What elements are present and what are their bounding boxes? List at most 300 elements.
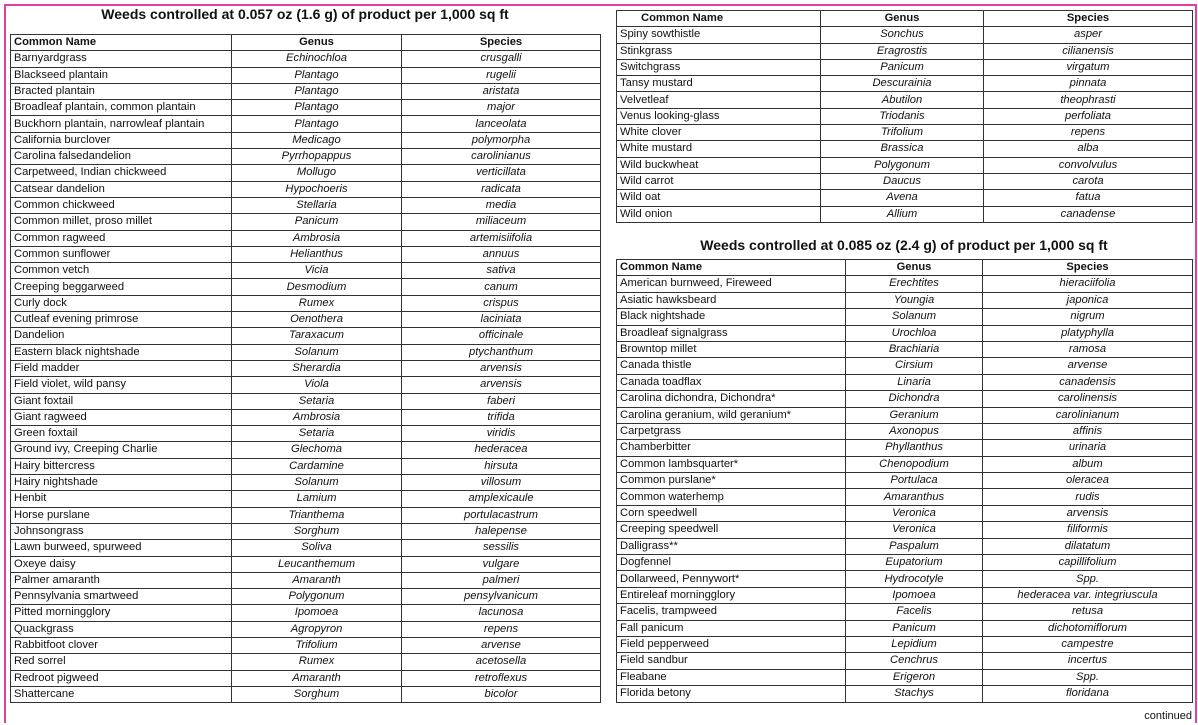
- species-cell: repens: [984, 125, 1193, 141]
- common-name-cell: Browntop millet: [617, 341, 846, 357]
- species-cell: ramosa: [983, 341, 1193, 357]
- heading-high-rate: Weeds controlled at 0.085 oz (2.4 g) of product per 1,000 sq ft: [700, 237, 1108, 253]
- common-name-cell: Red sorrel: [11, 654, 232, 670]
- common-name-cell: Field madder: [11, 360, 232, 376]
- species-cell: convolvulus: [984, 157, 1193, 173]
- genus-cell: Helianthus: [232, 246, 402, 262]
- table-row: [11, 393, 601, 409]
- species-cell: pinnata: [984, 76, 1193, 92]
- table-row: [11, 67, 601, 83]
- table-row: [11, 149, 601, 165]
- common-name-cell: Common vetch: [11, 263, 232, 279]
- genus-cell: Axonopus: [846, 423, 983, 439]
- species-cell: hieraciifolia: [983, 276, 1193, 292]
- common-name-cell: Chamberbitter: [617, 440, 846, 456]
- table-row: [11, 100, 601, 116]
- table-row: [11, 181, 601, 197]
- species-cell: album: [983, 456, 1193, 472]
- species-cell: capillifolium: [983, 555, 1193, 571]
- table-row: [617, 604, 1193, 620]
- genus-cell: Ipomoea: [232, 605, 402, 621]
- species-cell: amplexicaule: [402, 491, 601, 507]
- common-name-cell: Carolina dichondra, Dichondra*: [617, 391, 846, 407]
- common-name-cell: Canada thistle: [617, 358, 846, 374]
- table-row: [11, 230, 601, 246]
- species-cell: rudis: [983, 489, 1193, 505]
- table-header-row: [11, 35, 601, 51]
- species-cell: japonica: [983, 292, 1193, 308]
- genus-cell: Chenopodium: [846, 456, 983, 472]
- species-cell: acetosella: [402, 654, 601, 670]
- genus-cell: Dichondra: [846, 391, 983, 407]
- genus-cell: Leucanthemum: [232, 556, 402, 572]
- common-name-cell: Blackseed plantain: [11, 67, 232, 83]
- genus-cell: Rumex: [232, 295, 402, 311]
- species-cell: asper: [984, 27, 1193, 43]
- species-cell: fatua: [984, 190, 1193, 206]
- table-row: [11, 263, 601, 279]
- genus-cell: Viola: [232, 377, 402, 393]
- table-row: [11, 344, 601, 360]
- species-cell: retroflexus: [402, 670, 601, 686]
- species-cell: vulgare: [402, 556, 601, 572]
- common-name-cell: Pennsylvania smartweed: [11, 589, 232, 605]
- common-name-cell: Corn speedwell: [617, 505, 846, 521]
- common-name-cell: Carolina geranium, wild geranium*: [617, 407, 846, 423]
- genus-cell: Desmodium: [232, 279, 402, 295]
- table-row: [11, 295, 601, 311]
- species-cell: hederacea var. integriuscula: [983, 587, 1193, 603]
- table-row: [617, 636, 1193, 652]
- table-header-row: [617, 260, 1193, 276]
- table-header-row: [617, 11, 1193, 27]
- table-row: [11, 556, 601, 572]
- common-name-cell: California burclover: [11, 132, 232, 148]
- genus-cell: Setaria: [232, 393, 402, 409]
- species-cell: retusa: [983, 604, 1193, 620]
- species-cell: officinale: [402, 328, 601, 344]
- genus-cell: Erigeron: [846, 669, 983, 685]
- table-row: [617, 374, 1193, 390]
- table-row: [11, 491, 601, 507]
- table-row: [617, 456, 1193, 472]
- common-name-cell: Wild buckwheat: [617, 157, 821, 173]
- common-name-cell: Wild onion: [617, 206, 821, 222]
- table-row: [11, 214, 601, 230]
- common-name-cell: American burnweed, Fireweed: [617, 276, 846, 292]
- species-cell: incertus: [983, 653, 1193, 669]
- table-row: [11, 116, 601, 132]
- species-cell: Spp.: [983, 571, 1193, 587]
- weeds-table-low-rate: [10, 34, 601, 703]
- table-row: [617, 391, 1193, 407]
- species-cell: laciniata: [402, 312, 601, 328]
- genus-cell: Glechoma: [232, 442, 402, 458]
- common-name-cell: Henbit: [11, 491, 232, 507]
- genus-cell: Oenothera: [232, 312, 402, 328]
- weeds-table-low-rate-continued: [616, 10, 1193, 223]
- genus-cell: Plantago: [232, 83, 402, 99]
- common-name-cell: Entireleaf morningglory: [617, 587, 846, 603]
- species-cell: viridis: [402, 426, 601, 442]
- table-row: [11, 426, 601, 442]
- table-row: [11, 654, 601, 670]
- species-cell: ptychanthum: [402, 344, 601, 360]
- table-row: [11, 589, 601, 605]
- species-cell: oleracea: [983, 473, 1193, 489]
- genus-cell: Plantago: [232, 116, 402, 132]
- species-cell: arvensis: [983, 505, 1193, 521]
- common-name-cell: Barnyardgrass: [11, 51, 232, 67]
- table-row: [617, 108, 1193, 124]
- common-name-cell: White mustard: [617, 141, 821, 157]
- common-name-cell: Broadleaf plantain, common plantain: [11, 100, 232, 116]
- common-name-cell: Bracted plantain: [11, 83, 232, 99]
- common-name-cell: Shattercane: [11, 686, 232, 702]
- table-row: [11, 51, 601, 67]
- genus-cell: Taraxacum: [232, 328, 402, 344]
- genus-cell: Cirsium: [846, 358, 983, 374]
- genus-cell: Linaria: [846, 374, 983, 390]
- genus-cell: Rumex: [232, 654, 402, 670]
- genus-cell: Allium: [821, 206, 984, 222]
- species-cell: miliaceum: [402, 214, 601, 230]
- genus-cell: Panicum: [821, 59, 984, 75]
- common-name-cell: Dalligrass**: [617, 538, 846, 554]
- species-cell: portulacastrum: [402, 507, 601, 523]
- species-cell: canum: [402, 279, 601, 295]
- table-row: [617, 92, 1193, 108]
- genus-cell: Mollugo: [232, 165, 402, 181]
- genus-cell: Triodanis: [821, 108, 984, 124]
- genus-cell: Solanum: [846, 309, 983, 325]
- genus-cell: Setaria: [232, 426, 402, 442]
- species-cell: dichotomiflorum: [983, 620, 1193, 636]
- species-cell: villosum: [402, 475, 601, 491]
- common-name-cell: Field sandbur: [617, 653, 846, 669]
- table-row: [617, 141, 1193, 157]
- common-name-cell: Wild carrot: [617, 173, 821, 189]
- table-row: [617, 76, 1193, 92]
- species-cell: radicata: [402, 181, 601, 197]
- common-name-cell: Asiatic hawksbeard: [617, 292, 846, 308]
- species-cell: sativa: [402, 263, 601, 279]
- common-name-cell: Horse purslane: [11, 507, 232, 523]
- genus-cell: Facelis: [846, 604, 983, 620]
- common-name-cell: Giant foxtail: [11, 393, 232, 409]
- species-cell: perfoliata: [984, 108, 1193, 124]
- common-name-cell: Dollarweed, Pennywort*: [617, 571, 846, 587]
- common-name-cell: Dandelion: [11, 328, 232, 344]
- table-row: [11, 279, 601, 295]
- common-name-cell: Wild oat: [617, 190, 821, 206]
- table-row: [617, 206, 1193, 222]
- table-row: [617, 276, 1193, 292]
- table-row: [11, 458, 601, 474]
- common-name-cell: Fleabane: [617, 669, 846, 685]
- common-name-cell: Common purslane*: [617, 473, 846, 489]
- table-row: [617, 489, 1193, 505]
- table-row: [617, 173, 1193, 189]
- species-cell: faberi: [402, 393, 601, 409]
- common-name-cell: Common sunflower: [11, 246, 232, 262]
- common-name-cell: Eastern black nightshade: [11, 344, 232, 360]
- common-name-cell: Black nightshade: [617, 309, 846, 325]
- genus-cell: Stachys: [846, 686, 983, 702]
- heading-low-rate: Weeds controlled at 0.057 oz (1.6 g) of product per 1,000 sq ft: [101, 6, 509, 22]
- species-cell: cilianensis: [984, 43, 1193, 59]
- genus-cell: Cenchrus: [846, 653, 983, 669]
- species-cell: carolinianus: [402, 149, 601, 165]
- genus-cell: Eupatorium: [846, 555, 983, 571]
- species-cell: halepense: [402, 523, 601, 539]
- common-name-cell: Stinkgrass: [617, 43, 821, 59]
- table-row: [617, 571, 1193, 587]
- common-name-cell: Hairy bittercress: [11, 458, 232, 474]
- species-cell: urinaria: [983, 440, 1193, 456]
- species-cell: lacunosa: [402, 605, 601, 621]
- common-name-cell: Cutleaf evening primrose: [11, 312, 232, 328]
- column-header-species: Species: [984, 11, 1193, 27]
- species-cell: platyphylla: [983, 325, 1193, 341]
- table-row: [617, 686, 1193, 702]
- genus-cell: Trifolium: [232, 637, 402, 653]
- common-name-cell: Rabbitfoot clover: [11, 637, 232, 653]
- table-row: [617, 440, 1193, 456]
- genus-cell: Ipomoea: [846, 587, 983, 603]
- table-row: [617, 325, 1193, 341]
- common-name-cell: Catsear dandelion: [11, 181, 232, 197]
- common-name-cell: Palmer amaranth: [11, 572, 232, 588]
- genus-cell: Brachiaria: [846, 341, 983, 357]
- common-name-cell: Pitted morningglory: [11, 605, 232, 621]
- table-row: [11, 132, 601, 148]
- column-header-species: Species: [402, 35, 601, 51]
- table-row: [617, 59, 1193, 75]
- genus-cell: Soliva: [232, 540, 402, 556]
- genus-cell: Portulaca: [846, 473, 983, 489]
- table-row: [617, 125, 1193, 141]
- species-cell: canadensis: [983, 374, 1193, 390]
- species-cell: carolinensis: [983, 391, 1193, 407]
- common-name-cell: Ground ivy, Creeping Charlie: [11, 442, 232, 458]
- species-cell: nigrum: [983, 309, 1193, 325]
- species-cell: campestre: [983, 636, 1193, 652]
- common-name-cell: Oxeye daisy: [11, 556, 232, 572]
- common-name-cell: Common millet, proso millet: [11, 214, 232, 230]
- species-cell: affinis: [983, 423, 1193, 439]
- table-row: [617, 27, 1193, 43]
- common-name-cell: Dogfennel: [617, 555, 846, 571]
- common-name-cell: Carpetgrass: [617, 423, 846, 439]
- species-cell: annuus: [402, 246, 601, 262]
- table-row: [617, 292, 1193, 308]
- table-row: [617, 358, 1193, 374]
- species-cell: artemisiifolia: [402, 230, 601, 246]
- genus-cell: Solanum: [232, 475, 402, 491]
- table-row: [11, 409, 601, 425]
- genus-cell: Polygonum: [232, 589, 402, 605]
- species-cell: carolinianum: [983, 407, 1193, 423]
- genus-cell: Descurainia: [821, 76, 984, 92]
- genus-cell: Pyrrhopappus: [232, 149, 402, 165]
- table-row: [617, 309, 1193, 325]
- species-cell: hederacea: [402, 442, 601, 458]
- genus-cell: Ambrosia: [232, 409, 402, 425]
- species-cell: arvensis: [402, 377, 601, 393]
- species-cell: floridana: [983, 686, 1193, 702]
- table-row: [11, 540, 601, 556]
- table-row: [11, 165, 601, 181]
- common-name-cell: Velvetleaf: [617, 92, 821, 108]
- genus-cell: Panicum: [232, 214, 402, 230]
- common-name-cell: Venus looking-glass: [617, 108, 821, 124]
- genus-cell: Hydrocotyle: [846, 571, 983, 587]
- common-name-cell: Common lambsquarter*: [617, 456, 846, 472]
- common-name-cell: Fall panicum: [617, 620, 846, 636]
- genus-cell: Solanum: [232, 344, 402, 360]
- table-row: [617, 620, 1193, 636]
- table-row: [11, 328, 601, 344]
- genus-cell: Stellaria: [232, 197, 402, 213]
- genus-cell: Urochloa: [846, 325, 983, 341]
- genus-cell: Phyllanthus: [846, 440, 983, 456]
- table-row: [11, 572, 601, 588]
- common-name-cell: Hairy nightshade: [11, 475, 232, 491]
- table-row: [11, 686, 601, 702]
- genus-cell: Trifolium: [821, 125, 984, 141]
- species-cell: major: [402, 100, 601, 116]
- column-header-genus: Genus: [846, 260, 983, 276]
- common-name-cell: Switchgrass: [617, 59, 821, 75]
- species-cell: arvensis: [402, 360, 601, 376]
- species-cell: repens: [402, 621, 601, 637]
- genus-cell: Sonchus: [821, 27, 984, 43]
- species-cell: rugelii: [402, 67, 601, 83]
- genus-cell: Plantago: [232, 100, 402, 116]
- column-header-common-name: Common Name: [617, 260, 846, 276]
- table-row: [11, 605, 601, 621]
- common-name-cell: Johnsongrass: [11, 523, 232, 539]
- genus-cell: Polygonum: [821, 157, 984, 173]
- genus-cell: Cardamine: [232, 458, 402, 474]
- genus-cell: Lepidium: [846, 636, 983, 652]
- column-header-genus: Genus: [821, 11, 984, 27]
- genus-cell: Medicago: [232, 132, 402, 148]
- common-name-cell: Common chickweed: [11, 197, 232, 213]
- common-name-cell: Field pepperweed: [617, 636, 846, 652]
- species-cell: arvense: [983, 358, 1193, 374]
- genus-cell: Sherardia: [232, 360, 402, 376]
- genus-cell: Sorghum: [232, 523, 402, 539]
- common-name-cell: Canada toadflax: [617, 374, 846, 390]
- table-row: [617, 522, 1193, 538]
- genus-cell: Amaranthus: [846, 489, 983, 505]
- genus-cell: Eragrostis: [821, 43, 984, 59]
- species-cell: pensylvanicum: [402, 589, 601, 605]
- common-name-cell: Green foxtail: [11, 426, 232, 442]
- table-row: [617, 190, 1193, 206]
- species-cell: virgatum: [984, 59, 1193, 75]
- genus-cell: Trianthema: [232, 507, 402, 523]
- common-name-cell: Carpetweed, Indian chickweed: [11, 165, 232, 181]
- common-name-cell: Giant ragweed: [11, 409, 232, 425]
- common-name-cell: Florida betony: [617, 686, 846, 702]
- genus-cell: Youngia: [846, 292, 983, 308]
- table-row: [11, 621, 601, 637]
- species-cell: lanceolata: [402, 116, 601, 132]
- common-name-cell: Lawn burweed, spurweed: [11, 540, 232, 556]
- table-row: [617, 407, 1193, 423]
- common-name-cell: Field violet, wild pansy: [11, 377, 232, 393]
- weeds-table-high-rate: [616, 259, 1193, 703]
- table-row: [617, 423, 1193, 439]
- table-row: [617, 669, 1193, 685]
- common-name-cell: Curly dock: [11, 295, 232, 311]
- table-row: [617, 555, 1193, 571]
- table-row: [11, 377, 601, 393]
- genus-cell: Plantago: [232, 67, 402, 83]
- table-row: [617, 505, 1193, 521]
- table-row: [11, 507, 601, 523]
- species-cell: Spp.: [983, 669, 1193, 685]
- table-row: [617, 157, 1193, 173]
- genus-cell: Vicia: [232, 263, 402, 279]
- genus-cell: Veronica: [846, 522, 983, 538]
- table-row: [11, 312, 601, 328]
- species-cell: filiformis: [983, 522, 1193, 538]
- species-cell: media: [402, 197, 601, 213]
- column-header-genus: Genus: [232, 35, 402, 51]
- table-row: [617, 43, 1193, 59]
- species-cell: trifida: [402, 409, 601, 425]
- species-cell: dilatatum: [983, 538, 1193, 554]
- table-row: [617, 341, 1193, 357]
- genus-cell: Brassica: [821, 141, 984, 157]
- common-name-cell: Buckhorn plantain, narrowleaf plantain: [11, 116, 232, 132]
- genus-cell: Lamium: [232, 491, 402, 507]
- species-cell: theophrasti: [984, 92, 1193, 108]
- genus-cell: Avena: [821, 190, 984, 206]
- genus-cell: Paspalum: [846, 538, 983, 554]
- common-name-cell: Redroot pigweed: [11, 670, 232, 686]
- genus-cell: Agropyron: [232, 621, 402, 637]
- table-row: [11, 83, 601, 99]
- common-name-cell: White clover: [617, 125, 821, 141]
- common-name-cell: Quackgrass: [11, 621, 232, 637]
- table-row: [617, 653, 1193, 669]
- common-name-cell: Creeping beggarweed: [11, 279, 232, 295]
- column-header-common-name: Common Name: [11, 35, 232, 51]
- column-header-common-name: Common Name: [617, 11, 821, 27]
- species-cell: aristata: [402, 83, 601, 99]
- genus-cell: Ambrosia: [232, 230, 402, 246]
- species-cell: canadense: [984, 206, 1193, 222]
- species-cell: carota: [984, 173, 1193, 189]
- table-row: [11, 197, 601, 213]
- genus-cell: Sorghum: [232, 686, 402, 702]
- species-cell: palmeri: [402, 572, 601, 588]
- table-row: [617, 538, 1193, 554]
- genus-cell: Abutilon: [821, 92, 984, 108]
- species-cell: crispus: [402, 295, 601, 311]
- genus-cell: Hypochoeris: [232, 181, 402, 197]
- species-cell: crusgalli: [402, 51, 601, 67]
- species-cell: bicolor: [402, 686, 601, 702]
- common-name-cell: Common waterhemp: [617, 489, 846, 505]
- genus-cell: Daucus: [821, 173, 984, 189]
- common-name-cell: Facelis, trampweed: [617, 604, 846, 620]
